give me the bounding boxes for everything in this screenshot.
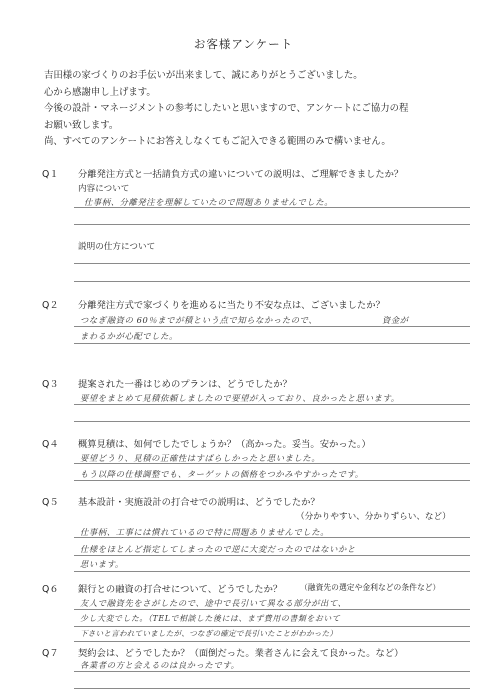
answer-line — [74, 537, 470, 538]
question-text: 概算見積は、如何でしたでしょうか？（高かった。妥当。安かった。） — [78, 439, 371, 450]
intro-line-1: 吉田様の家づくりのお手伝いが出来まして、誠にありがとうございました。 — [44, 70, 363, 81]
answer-line — [74, 641, 470, 642]
answer-line — [74, 609, 470, 610]
answer-line — [74, 263, 470, 264]
handwritten-answer: 各業者の方と会えるのは良かったです。 — [80, 660, 240, 670]
handwritten-answer: 資金が — [382, 315, 409, 325]
answer-line — [74, 326, 470, 327]
question-number: Q１ — [42, 169, 59, 180]
question-text: 分離発注方式と一括請負方式の違いについての説明は、ご理解できましたか？ — [78, 169, 404, 180]
handwritten-answer: 要望どうり、見積の正確性はすばらしかったと思いました。 — [80, 453, 321, 463]
handwritten-answer: 仕様をほとんど指定してしまったので逆に大変だったのではないかと — [80, 544, 356, 554]
answer-line — [74, 207, 470, 208]
question-text: 銀行との融資の打合せについて、どうでしたか？ — [78, 584, 283, 595]
answer-line — [74, 281, 470, 282]
question-text: 提案された一番はじめのプランは、どうでしたか？ — [78, 379, 292, 390]
answer-line — [74, 626, 470, 627]
page-title: お客様アンケート — [193, 37, 294, 51]
question-text: 分離発注方式で家づくりを進めるに当たり不安な点は、ございましたか？ — [78, 300, 385, 311]
question-number: Q７ — [42, 648, 59, 659]
answer-line — [74, 343, 470, 344]
handwritten-answer: 思います。 — [80, 559, 124, 569]
intro-line-2: 心から感謝申し上げます。 — [44, 86, 156, 98]
answer-line — [74, 480, 470, 481]
question-number: Q４ — [42, 439, 59, 450]
question-number: Q３ — [42, 379, 59, 390]
question-hint: （分かりやすい、分かりずらい、など） — [296, 512, 451, 522]
intro-line-3: 今後の設計・マネージメントの参考にしたいと思いますので、アンケートにご協力の程 — [44, 103, 409, 115]
answer-line — [74, 571, 470, 572]
question-number: Q５ — [42, 497, 59, 508]
answer-line — [74, 463, 470, 464]
answer-line — [74, 421, 470, 422]
question-sub-label: 内容について — [78, 184, 130, 194]
question-number: Q２ — [42, 300, 59, 311]
intro-line-4: お願い致します。 — [44, 119, 119, 131]
intro-text — [44, 68, 464, 151]
question-text: 基本設計・実施設計の打合せでの説明は、どうでしたか？ — [78, 497, 320, 508]
handwritten-answer: 友人で融資先をさがしたので、途中で長引いて異なる部分が出て、 — [80, 598, 347, 608]
handwritten-answer: まわるかが心配でした。 — [80, 331, 178, 341]
handwritten-answer: 少し大変でした。（TELで相談した後には、まず費用の書類をおいて — [80, 614, 341, 623]
handwritten-answer: 要望をまとめて見積依頼しましたので要望が入っており、良かったと思います。 — [80, 393, 400, 403]
answer-line — [74, 555, 470, 556]
question-number: Q６ — [42, 584, 59, 595]
handwritten-answer: 仕事柄、分離発注を理解していたので問題ありませんでした。 — [84, 197, 334, 207]
handwritten-answer: 仕事柄、工事には慣れているので特に問題ありませんでした。 — [80, 527, 330, 537]
answer-line — [74, 688, 470, 689]
question-text: 契約会は、どうでしたか？（面倒だった。業者さんに会えて良かった。など） — [78, 648, 404, 659]
answer-line — [74, 224, 470, 225]
intro-line-5: 尚、すべてのアンケートにお答えしなくてもご記入できる範囲のみで構いません。 — [44, 136, 391, 148]
handwritten-answer: もう以降の仕様調整でも、ターゲットの価格をつかみやすかったです。 — [80, 469, 364, 479]
question-hint: （融資先の選定や金利などの条件など） — [300, 583, 441, 592]
answer-line — [74, 671, 470, 672]
handwritten-answer: つなぎ融資の 60％までが積という点で知らなかったので、 — [80, 315, 318, 325]
answer-line — [74, 404, 470, 405]
handwritten-answer: 下さいと言われていましたが、つなぎの確定で長引いたことがわかった） — [80, 629, 338, 638]
question-sub-label: 説明の仕方について — [78, 242, 156, 252]
